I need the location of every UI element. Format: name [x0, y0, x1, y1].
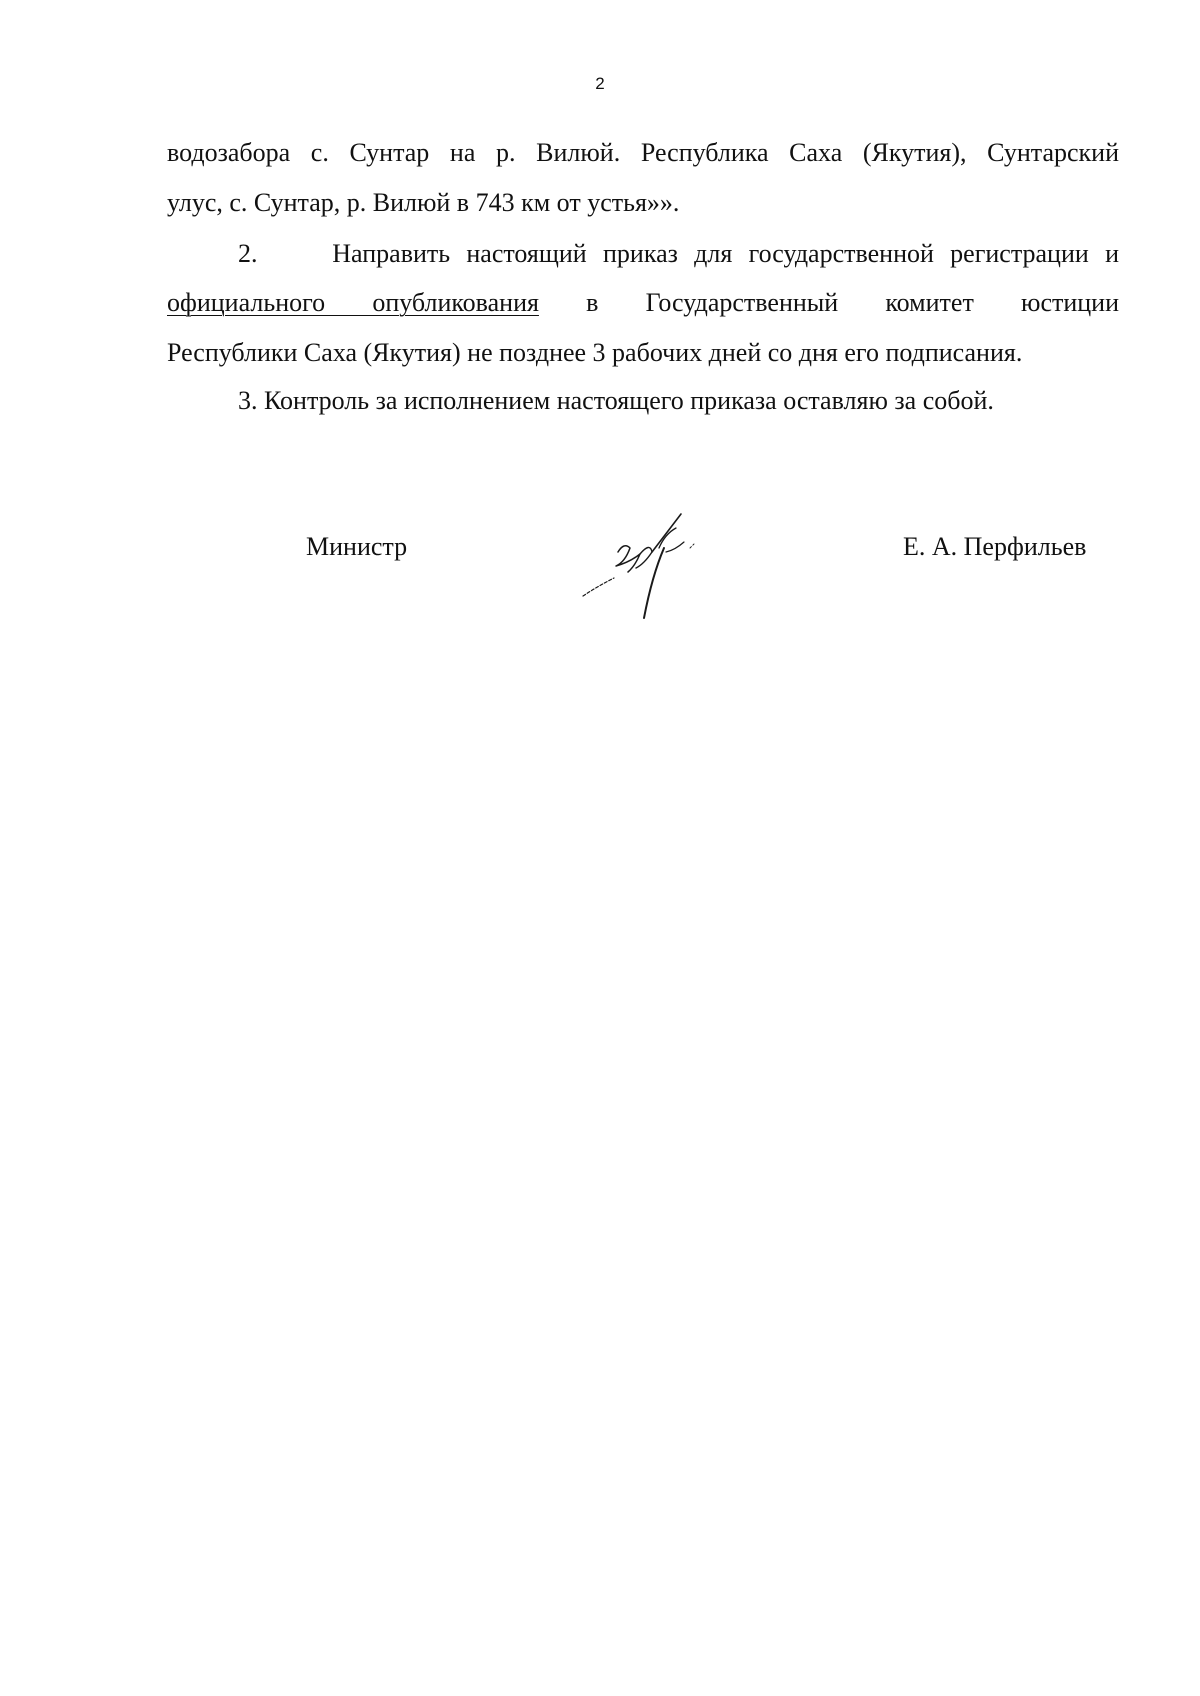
handwritten-signature: [580, 512, 730, 622]
text-line-1: водозабора с. Сунтар на р. Вилюй. Республика Саха (Якутия), Сунтарский: [167, 138, 1119, 167]
text-line-4: [167, 288, 1119, 318]
page-number: 2: [595, 74, 605, 93]
item-number: 2.: [238, 239, 258, 268]
signature-stroke: [666, 542, 684, 552]
text-line-2: улус, с. Сунтар, р. Вилюй в 743 км от устья»».: [167, 188, 680, 217]
paragraph-2-text: Направить настоящий приказ для государственной регистрации и: [332, 239, 1119, 268]
signature-stroke: [583, 578, 614, 596]
paragraph-3: 3. Контроль за исполнением настоящего приказа оставляю за собой.: [238, 386, 994, 415]
signature-stroke: [652, 514, 681, 552]
signatory-title: Министр: [306, 532, 408, 561]
underlined-phrase: официального опубликования: [167, 288, 539, 317]
text-line-5: Республики Саха (Якутия) не позднее 3 рабочих дней со дня его подписания.: [167, 338, 1023, 367]
signatory-name: Е. А. Перфильев: [903, 532, 1087, 561]
text-line-4-rest: в Государственный комитет юстиции: [586, 288, 1120, 317]
paragraph-2-first-line: [238, 239, 1119, 269]
signature-stroke: [690, 544, 694, 548]
